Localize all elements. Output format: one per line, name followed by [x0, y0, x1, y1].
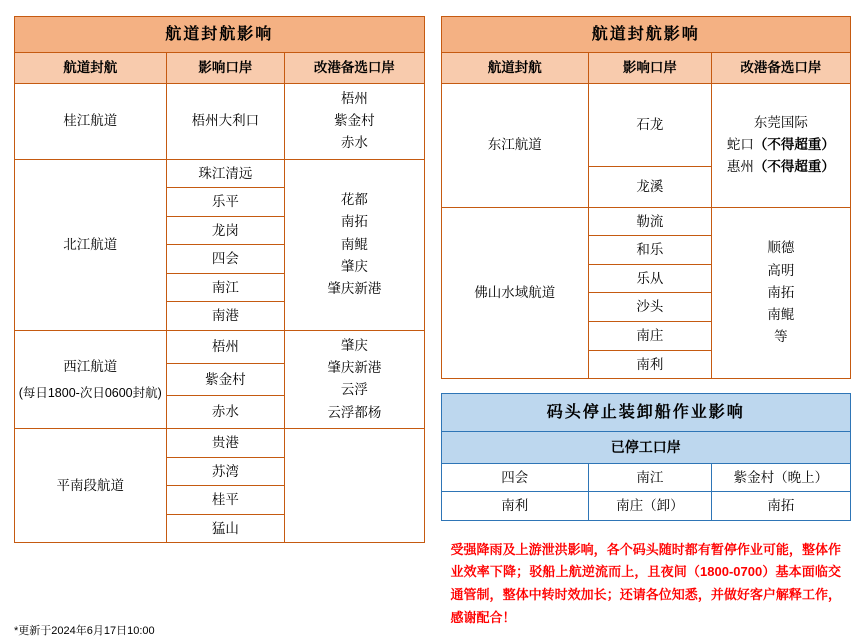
alt-port-item: 肇庆	[340, 337, 368, 353]
alt-port-item: 肇庆新港	[327, 281, 382, 297]
affected-port: 紫金村	[166, 363, 285, 396]
affected-port: 梧州	[166, 330, 285, 363]
update-timestamp: *更新于2024年6月17日10:00	[14, 625, 155, 637]
alt-port-list	[285, 330, 424, 428]
channel-name: 佛山水域航道	[441, 207, 588, 378]
stopped-port: 南拓	[711, 492, 850, 521]
stopped-port: 四会	[441, 463, 588, 492]
affected-port: 梧州大利口	[166, 83, 285, 159]
header-alt-port: 改港备选口岸	[285, 53, 424, 84]
affected-port: 苏湾	[166, 457, 285, 486]
table-title-row	[441, 17, 851, 53]
table-row	[441, 492, 851, 521]
alt-port-item: 南鲲	[340, 236, 368, 252]
alt-port-prefix: 蛇口	[726, 137, 754, 153]
blue-table-title: 码头停止装卸船作业影响	[441, 394, 851, 432]
alt-port-item: 肇庆新港	[327, 360, 382, 376]
affected-port: 桂平	[166, 486, 285, 515]
affected-port: 和乐	[588, 236, 711, 265]
affected-port: 四会	[166, 245, 285, 274]
table-row	[15, 159, 425, 188]
affected-port: 乐平	[166, 188, 285, 217]
stopped-port: 南庄（卸）	[588, 492, 711, 521]
table-row	[15, 330, 425, 363]
affected-port: 勒流	[588, 207, 711, 236]
alt-port-item: 肇庆	[340, 258, 368, 274]
alt-port-item: 南鲲	[767, 307, 795, 323]
channel-label: 西江航道	[63, 358, 118, 374]
channel-closure-table-right	[441, 16, 852, 379]
channel-name: 东江航道	[441, 83, 588, 207]
affected-port: 龙溪	[588, 166, 711, 207]
header-affected-port: 影响口岸	[588, 53, 711, 84]
blue-table-subtitle: 已停工口岸	[441, 432, 851, 463]
stopped-port: 南利	[441, 492, 588, 521]
alt-port-list	[711, 83, 850, 207]
affected-port: 南利	[588, 350, 711, 379]
table-row	[15, 83, 425, 159]
alt-port-item: 紫金村	[334, 113, 375, 129]
header-channel: 航道封航	[15, 53, 167, 84]
header-alt-port: 改港备选口岸	[711, 53, 850, 84]
table-title-row	[15, 17, 425, 53]
affected-port: 珠江清远	[166, 159, 285, 188]
alt-port-list	[285, 83, 424, 159]
terminal-stop-table	[441, 393, 852, 521]
blue-title-row	[441, 394, 851, 432]
table-gap	[441, 379, 852, 393]
table-row	[15, 428, 425, 457]
alt-port-list	[711, 207, 850, 378]
alt-port-item	[714, 156, 848, 178]
warning-notice: 受强降雨及上游泄洪影响，各个码头随时都有暂停作业可能，整体作业效率下降；驳船上航逆流而上，且夜间（1800-0700）基本面临交通管制，整体中转时效加长；还请各位知悉，并做好客户解释工作，感谢配合！	[450, 541, 841, 625]
channel-name: 桂江航道	[15, 83, 167, 159]
affected-port: 龙岗	[166, 216, 285, 245]
affected-port: 猛山	[166, 514, 285, 543]
blue-subtitle-row	[441, 432, 851, 463]
alt-port-item: 云浮都杨	[327, 404, 382, 420]
channel-name: 北江航道	[15, 159, 167, 330]
channel-closure-table-left	[14, 16, 425, 543]
right-table-title: 航道封航影响	[441, 17, 851, 53]
header-affected-port: 影响口岸	[166, 53, 285, 84]
alt-port-condition: （不得超重）	[753, 137, 835, 153]
alt-port-item: 东莞国际	[753, 114, 808, 130]
alt-port-item: 南拓	[767, 284, 795, 300]
channel-note: (每日1800-次日0600封航)	[18, 386, 162, 401]
affected-port: 沙头	[588, 293, 711, 322]
stopped-port: 南江	[588, 463, 711, 492]
table-header-row	[15, 53, 425, 84]
alt-port-list	[285, 159, 424, 330]
table-row	[441, 83, 851, 166]
affected-port: 南港	[166, 302, 285, 331]
channel-name: 平南段航道	[15, 428, 167, 542]
alt-port-item: 南拓	[340, 214, 368, 230]
affected-port: 南庄	[588, 322, 711, 351]
alt-port-item: 顺德	[767, 240, 795, 256]
stopped-port: 紫金村（晚上）	[711, 463, 850, 492]
right-column	[441, 16, 852, 638]
alt-port-item: 梧州	[340, 90, 368, 106]
left-column	[14, 16, 425, 638]
alt-port-item: 等	[774, 329, 788, 345]
alt-port-item	[714, 134, 848, 156]
alt-port-item: 赤水	[340, 135, 368, 151]
channel-name	[15, 330, 167, 428]
table-row	[441, 207, 851, 236]
affected-port: 石龙	[588, 83, 711, 166]
alt-port-item: 高明	[767, 262, 795, 278]
affected-port: 赤水	[166, 396, 285, 429]
alt-port-item: 云浮	[340, 382, 368, 398]
header-channel: 航道封航	[441, 53, 588, 84]
alt-port-condition: （不得超重）	[753, 159, 835, 175]
affected-port: 乐从	[588, 264, 711, 293]
affected-port: 贵港	[166, 428, 285, 457]
table-header-row	[441, 53, 851, 84]
affected-port: 南江	[166, 273, 285, 302]
alt-port-prefix: 惠州	[726, 159, 754, 175]
alt-port-list	[285, 428, 424, 542]
alt-port-item: 花都	[340, 192, 368, 208]
left-table-title: 航道封航影响	[15, 17, 425, 53]
table-row	[441, 463, 851, 492]
